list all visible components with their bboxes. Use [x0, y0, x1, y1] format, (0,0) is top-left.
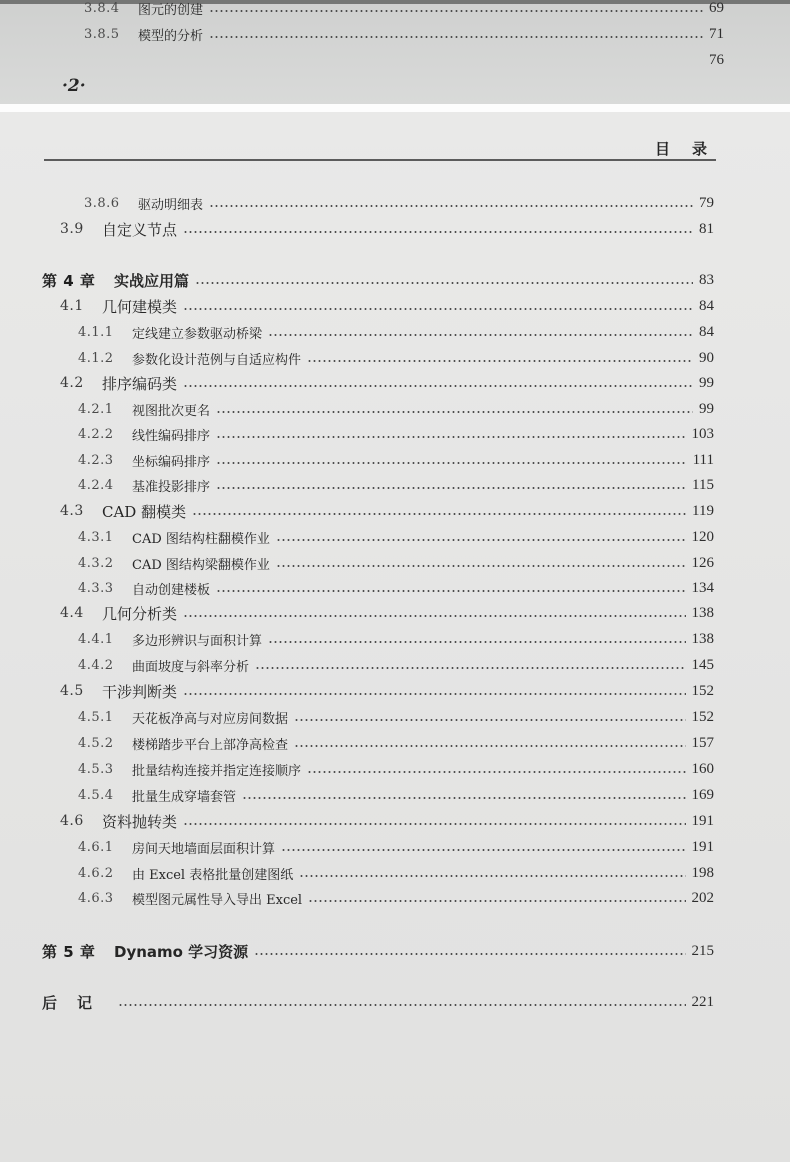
dot-leader: [216, 487, 686, 489]
dot-leader: [183, 693, 685, 695]
toc-entry-number: 4.5.4: [78, 787, 114, 803]
toc-entry-page: 103: [691, 425, 714, 442]
toc-entry-page: 120: [691, 528, 714, 545]
toc-entry-number: 4.6.1: [78, 839, 114, 855]
toc-entry[interactable]: [84, 0, 724, 20]
dot-leader: [281, 849, 685, 851]
header-title: 目录: [655, 140, 730, 158]
toc-entry-page: 160: [691, 760, 714, 777]
toc-entry-number: 4.1.2: [78, 350, 114, 366]
toc-entry-title: 定线建立参数驱动桥梁: [132, 326, 263, 342]
toc-entry-number: 4.2.3: [78, 452, 114, 468]
toc-entry-page: 111: [692, 451, 714, 468]
toc-entry-page: 152: [691, 708, 714, 725]
dot-leader: [242, 797, 685, 799]
toc-entry-title: 批量结构连接并指定连接顺序: [132, 763, 302, 779]
dot-leader: [183, 615, 685, 617]
toc-entry-title: 线性编码排序: [132, 428, 211, 444]
toc-entry-page: 119: [692, 502, 714, 519]
dot-leader: [307, 360, 693, 362]
toc-entry-number: 3.8.6: [84, 195, 120, 211]
toc-entry[interactable]: [78, 627, 714, 651]
dot-leader: [118, 1004, 685, 1006]
dot-leader: [294, 745, 685, 747]
toc-entry[interactable]: [60, 217, 714, 241]
toc-entry-page: 221: [691, 993, 714, 1010]
toc-entry-title: 驱动明细表: [138, 197, 204, 213]
toc-entry-page: 84: [699, 297, 714, 314]
dot-leader: [268, 334, 693, 336]
header-rule: [44, 159, 716, 161]
dot-leader: [216, 411, 693, 413]
dot-leader: [276, 539, 686, 541]
toc-entry-title: 房间天地墙面层面积计算: [132, 841, 276, 857]
dot-leader: [307, 771, 685, 773]
toc-entry-title: 楼梯踏步平台上部净高检查: [132, 737, 289, 753]
dot-leader: [183, 385, 693, 387]
toc-entry-page: 79: [699, 194, 714, 211]
toc-entry-page: 145: [691, 656, 714, 673]
dot-leader: [308, 900, 685, 902]
toc-entry-title: 基准投影排序: [132, 479, 211, 495]
toc-entry[interactable]: [78, 422, 714, 446]
toc-entry-page: 134: [691, 579, 714, 596]
dot-leader: [299, 875, 685, 877]
toc-entry[interactable]: [60, 294, 714, 318]
toc-entry[interactable]: [78, 783, 714, 807]
toc-entry-number: 4.5: [60, 683, 84, 699]
dot-leader: [192, 513, 686, 515]
toc-chapter[interactable]: [42, 939, 714, 963]
toc-entry-title: 几何建模类: [102, 297, 178, 316]
toc-entry-title: 自动创建楼板: [132, 582, 211, 598]
toc-entry[interactable]: [78, 525, 714, 549]
dot-leader: [183, 308, 693, 310]
toc-entry-number: 4.3.3: [78, 580, 114, 596]
toc-entry-title: 批量生成穿墙套管: [132, 789, 237, 805]
toc-entry[interactable]: [84, 22, 724, 46]
toc-entry[interactable]: [78, 653, 714, 677]
toc-entry-number: 3.8.5: [84, 26, 120, 42]
toc-entry-page: 157: [691, 734, 714, 751]
toc-entry-title: 模型的分析: [138, 28, 204, 44]
toc-entry[interactable]: [600, 48, 724, 72]
toc-entry[interactable]: [78, 551, 714, 575]
toc-entry[interactable]: [60, 679, 714, 703]
dot-leader: [216, 436, 685, 438]
toc-entry-title: 天花板净高与对应房间数据: [132, 711, 289, 727]
toc-entry-title: 模型图元属性导入导出 Excel: [132, 892, 303, 908]
toc-entry-title: 干涉判断类: [102, 682, 178, 701]
toc-entry[interactable]: [78, 346, 714, 370]
dot-leader: [183, 823, 685, 825]
toc-entry-number: 4.3.2: [78, 555, 114, 571]
dot-leader: [268, 641, 685, 643]
toc-entry-title: 图元的创建: [138, 2, 204, 18]
dot-leader: [183, 231, 693, 233]
toc-entry-title: CAD 翻模类: [102, 502, 187, 521]
toc-entry-number: 4.6.2: [78, 865, 114, 881]
toc-entry-number: 4.5.3: [78, 761, 114, 777]
toc-entry[interactable]: [78, 861, 714, 885]
dot-leader: [254, 953, 685, 955]
toc-entry-page: 115: [692, 476, 714, 493]
toc-entry-page: 138: [691, 604, 714, 621]
toc-entry[interactable]: [60, 601, 714, 625]
toc-entry-number: 4.4.2: [78, 657, 114, 673]
dot-leader: [216, 462, 687, 464]
toc-entry[interactable]: [78, 473, 714, 497]
toc-entry[interactable]: [60, 499, 714, 523]
toc-entry-page: 169: [691, 786, 714, 803]
dot-leader: [209, 205, 693, 207]
toc-entry[interactable]: [78, 448, 714, 472]
toc-entry-title: Dynamo 学习资源: [114, 942, 249, 961]
toc-entry-page: 69: [709, 0, 724, 16]
toc-entry[interactable]: [60, 371, 714, 395]
toc-entry[interactable]: [78, 835, 714, 859]
toc-entry-number: 4.3: [60, 503, 84, 519]
toc-entry-title: 实战应用篇: [114, 271, 190, 290]
toc-entry-number: 4.2.2: [78, 426, 114, 442]
toc-entry-number: 3.8.4: [84, 0, 120, 16]
toc-entry-number: 4.6: [60, 813, 84, 829]
toc-entry[interactable]: [78, 576, 714, 600]
dot-leader: [276, 565, 686, 567]
toc-entry-title: CAD 图结构柱翻模作业: [132, 531, 270, 547]
toc-entry-number: 4.6.3: [78, 890, 114, 906]
toc-entry[interactable]: [60, 809, 714, 833]
toc-entry-page: 99: [699, 374, 714, 391]
toc-entry-number: 4.1: [60, 298, 84, 314]
toc-chapter[interactable]: [42, 268, 714, 292]
toc-entry-title: 多边形辨识与面积计算: [132, 633, 263, 649]
dot-leader: [294, 719, 685, 721]
toc-entry-title: 几何分析类: [102, 604, 178, 623]
toc-entry-page: 71: [709, 25, 724, 42]
toc-entry[interactable]: [78, 731, 714, 755]
toc-entry-number: 4.4: [60, 605, 84, 621]
dot-leader: [209, 10, 703, 12]
toc-entry-number: 4.2.4: [78, 477, 114, 493]
toc-entry-page: 215: [691, 942, 714, 959]
toc-entry-number: 4.3.1: [78, 529, 114, 545]
toc-entry-title: 排序编码类: [102, 374, 178, 393]
toc-entry-page: 152: [691, 682, 714, 699]
toc-entry-title: 资料抛转类: [102, 812, 178, 831]
toc-entry-page: 90: [699, 349, 714, 366]
page-gap: [0, 104, 790, 112]
toc-entry-number: 4.2: [60, 375, 84, 391]
toc-entry-number: 4.4.1: [78, 631, 114, 647]
toc-entry-title: 后记: [42, 993, 113, 1012]
toc-entry-title: 参数化设计范例与自适应构件: [132, 352, 302, 368]
toc-entry-page: 191: [691, 838, 714, 855]
toc-entry-number: 4.5.1: [78, 709, 114, 725]
toc-entry[interactable]: [78, 320, 714, 344]
toc-entry-number: 第 5 章: [42, 942, 96, 961]
toc-entry-page: 83: [699, 271, 714, 288]
toc-entry-number: 4.2.1: [78, 401, 114, 417]
toc-entry-page: 76: [709, 51, 724, 68]
toc-entry-page: 202: [691, 889, 714, 906]
toc-entry-title: 视图批次更名: [132, 403, 211, 419]
toc-entry-number: 4.5.2: [78, 735, 114, 751]
page-number: ·2·: [62, 76, 86, 96]
dot-leader: [195, 282, 693, 284]
toc-entry-title: 由 Excel 表格批量创建图纸: [132, 867, 294, 883]
toc-entry-title: 坐标编码排序: [132, 454, 211, 470]
dot-leader: [209, 36, 703, 38]
toc-entry-number: 3.9: [60, 221, 84, 237]
toc-entry-page: 126: [691, 554, 714, 571]
toc-entry-title: 曲面坡度与斜率分析: [132, 659, 250, 675]
toc-entry-page: 198: [691, 864, 714, 881]
toc-entry-title: CAD 图结构梁翻模作业: [132, 557, 270, 573]
toc-entry[interactable]: [84, 191, 714, 215]
toc-entry-page: 138: [691, 630, 714, 647]
toc-entry-page: 191: [691, 812, 714, 829]
toc-entry[interactable]: [78, 397, 714, 421]
dot-leader: [216, 590, 685, 592]
toc-entry-title: 自定义节点: [102, 220, 178, 239]
toc-entry[interactable]: [78, 886, 714, 910]
toc-entry-page: 99: [699, 400, 714, 417]
toc-entry-number: 第 4 章: [42, 271, 96, 290]
toc-afterword[interactable]: [42, 990, 714, 1014]
toc-entry[interactable]: [78, 705, 714, 729]
dot-leader: [255, 667, 685, 669]
toc-entry-page: 81: [699, 220, 714, 237]
toc-entry[interactable]: [78, 757, 714, 781]
toc-entry-page: 84: [699, 323, 714, 340]
toc-entry-number: 4.1.1: [78, 324, 114, 340]
